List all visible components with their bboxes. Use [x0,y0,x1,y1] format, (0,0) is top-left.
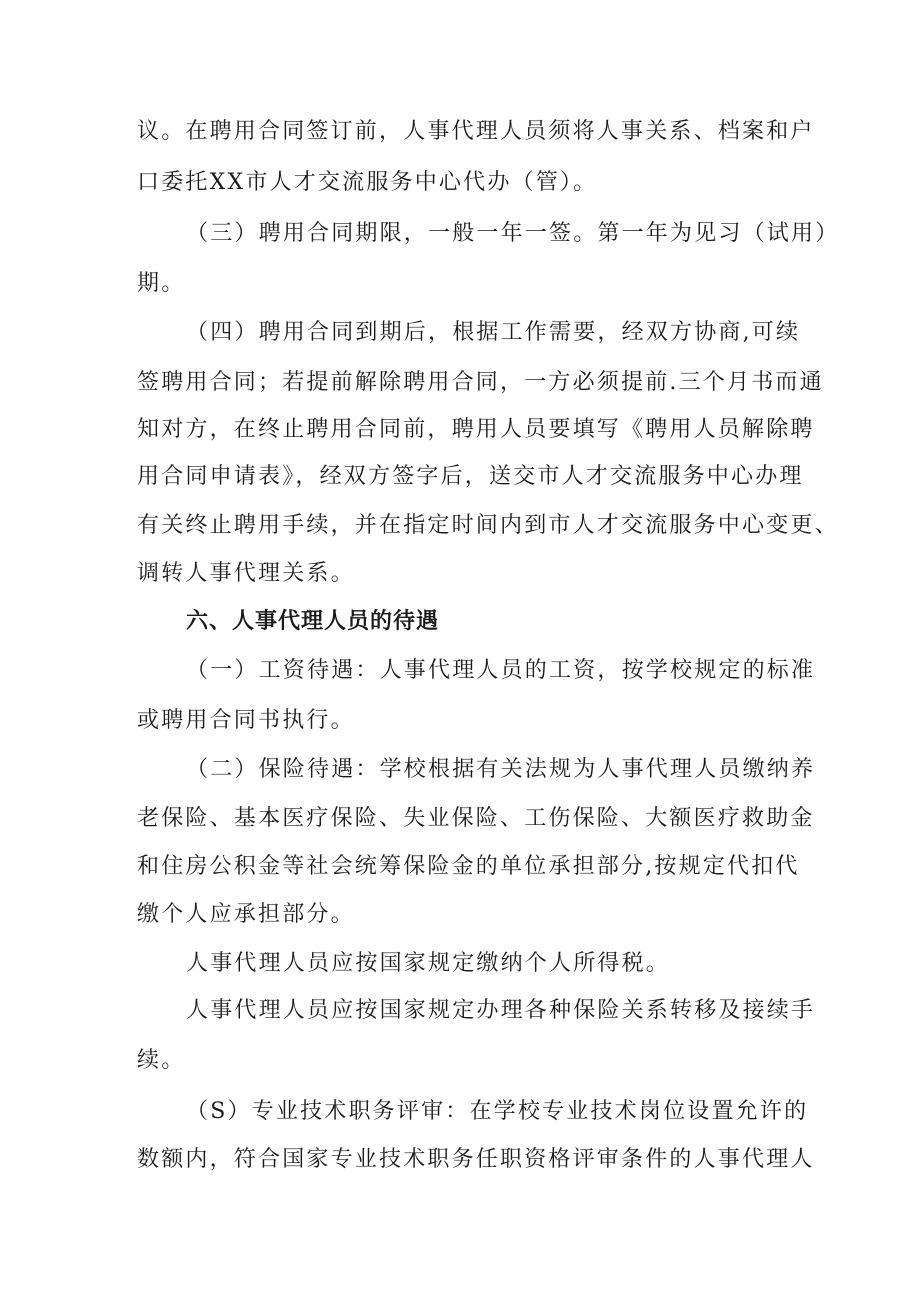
paragraph-line: 调转人事代理关系。 [137,561,355,586]
paragraph-line: 口委托XX市人才交流服务中心代办（管）。 [137,170,598,195]
paragraph-line: 缴个人应承担部分。 [137,902,355,927]
paragraph-line: 老保险、基本医疗保险、失业保险、工伤保险、大额医疗救助金 [137,806,815,831]
paragraph-line: 数额内，符合国家专业技术职务任职资格评审条件的人事代理人 [137,1147,815,1172]
paragraph-line: 期。 [137,271,186,296]
paragraph-line: （四）聘用合同到期后，根据工作需要，经双方协商,可续 [186,320,801,345]
paragraph-line: 或聘用合同书执行。 [137,708,355,733]
paragraph-line: （一）工资待遇：人事代理人员的工资，按学校规定的标准 [186,658,816,683]
paragraph-line: （三）聘用合同期限，一般一年一签。第一年为见习（试用） [186,221,840,246]
paragraph-line: 续。 [137,1048,186,1073]
paragraph-line: 人事代理人员应按国家规定办理各种保险关系转移及接续手 [186,998,816,1023]
paragraph-line: 议。在聘用合同签订前，人事代理人员须将人事关系、档案和户 [137,119,815,144]
paragraph-line: 人事代理人员应按国家规定缴纳个人所得税。 [186,951,671,976]
paragraph-line: 签聘用合同；若提前解除聘用合同，一方必须提前.三个月书而通 [137,370,824,395]
paragraph-line: 有关终止聘用手续，并在指定时间内到市人才交流服务中心变更、 [137,513,839,538]
paragraph-line: 和住房公积金等社会统筹保险金的单位承担部分,按规定代扣代 [137,854,800,879]
paragraph-line: 知对方，在终止聘用合同前，聘用人员要填写《聘用人员解除聘 [137,417,815,442]
paragraph-line: （二）保险待遇：学校根据有关法规为人事代理人员缴纳养 [186,757,816,782]
paragraph-line: 用合同申请表》，经双方签字后，送交市人才交流服务中心办理 [137,464,804,489]
section-heading: 六、人事代理人员的待遇 [186,609,440,634]
paragraph-line: （S）专业技术职务评审：在学校专业技术岗位设置允许的 [186,1099,809,1124]
